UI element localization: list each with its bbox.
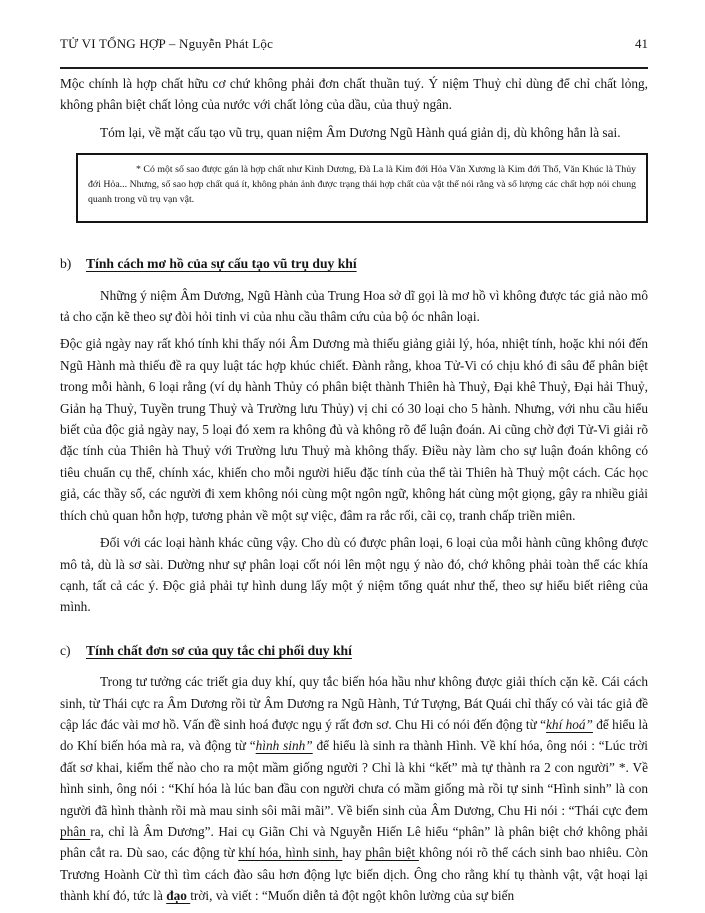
document-body (60, 73, 648, 907)
paragraph (60, 671, 648, 906)
text-run: để hiểu là sinh ra thành Hình. Về khí hóa, ông nói : “Lúc trời đất sơ khai, kiếm thế nào cho ra một mầm giống người ? Chỉ là khi “kết” mà tự thành ra 2 con người” *. Về hình sinh, ông nói : “Khí hóa là lúc ban đầu con người chưa có mầm giống mà rồi tự sinh “Hình sinh” là con người đã hình thành rồi mà mau sinh sôi mãi mãi”. Về biến sinh của Âm Dương, Chu Hi nói : “Thái cực đem (60, 738, 648, 818)
paragraph (60, 73, 648, 116)
section-title: Tính chất đơn sơ của quy tắc chi phối duy khí (86, 642, 352, 658)
text-run: hay (342, 845, 366, 861)
text-run: Đối với các loại hành khác cũng vậy. Cho dù có được phân loại, 6 loại của mỗi hành cũng không được mô tả, dù là sơ sài. Dường như sự phân loại cốt nói lên một ngụ ý nào đó, chớ không phải toàn thể các khía cạnh, tất cả các ý. Độc giả phải tự hình dung lấy một ý niệm tổng quát như thế, theo sự hiểu biết riêng của mình. (60, 535, 648, 615)
text-run: Những ý niệm Âm Dương, Ngũ Hành của Trung Hoa sở dĩ gọi là mơ hồ vì không được tác giả nào mô tả cho cặn kẽ theo sự đòi hỏi tinh vi của nhu cầu thâm cứu của bộ óc nhân loại. (60, 287, 648, 325)
text-run: khí hóa, hình sinh, (238, 845, 343, 861)
text-run: khí hoá” (546, 716, 593, 732)
text-run: phân (60, 823, 91, 839)
text-run: để hiểu là do Khí biến hóa mà ra, và động từ “ (60, 716, 648, 754)
section-title: Tính cách mơ hồ của sự cấu tạo vũ trụ duy khí (86, 256, 357, 272)
text-run: Độc giả ngày nay rất khó tính khi thấy nói Âm Dương mà thiếu giảng giải lý, hóa, nhiệt tính, hoặc khi nói đến Ngũ Hành mà thiếu đề ra quy luật tác hợp khúc chiết. Đành rằng, khoa Tử-Vi có chịu khó đi sâu để phân biệt trong mỗi hành, 6 loại rằng (ví dụ hành Thủy có phân biệt thành Thiên hà Thuỷ, Đại khê Thuỷ, Đại hải Thuỷ, Giản hạ Thuỷ, Tuyền trung Thuỷ và Trường lưu Thủy) vị chi có 30 loại cho 5 hành. Nhưng, với nhu cầu hiểu biết của độc giả ngày nay, 5 loại đó xem ra không đủ và không rõ để luận đoán. Ai cũng chờ đợi Tử-Vi giải rõ đặc tính của Thiên hà Thuỷ với Trường lưu Thuỷ mà không thấy. Điều này làm cho sự luận đoán không có tiêu chuẩn cụ thể, chính xác, khiến cho mỗi người hiểu đặc tính của thể tài Thiên hà Thuỷ một cách. Các học giả, các thầy số, các người đi xem không nói cùng một ngôn ngữ, không hát cùng một giọng, gây ra nhiều giải thích chủ quan hỗn hợp, tương phản về một sự việc, đâm ra rắc rối, cãi cọ, tranh chấp triền miên. (60, 336, 648, 523)
footnote-box (76, 153, 648, 223)
paragraph (60, 122, 648, 143)
text-run: đạo (166, 888, 191, 904)
page-header (60, 36, 648, 69)
running-title: TỬ VI TỔNG HỢP – Nguyễn Phát Lộc (60, 36, 274, 51)
paragraph (60, 333, 648, 526)
section-heading (60, 253, 648, 274)
paragraph (60, 285, 648, 328)
page-number: 41 (635, 36, 648, 51)
text-run: Tóm lại, về mặt cấu tạo vũ trụ, quan niệm Âm Dương Ngũ Hành quá giản dị, dù không hẳn là sai. (100, 124, 621, 140)
text-run: Mộc chính là hợp chất hữu cơ chứ không phải đơn chất thuần tuý. Ý niệm Thuỷ chỉ dùng để chỉ chất lỏng, không phân biệt chất lỏng của nước với chất lỏng của dầu, của thuỷ ngân. (60, 76, 648, 113)
text-run: không nói rõ thể cách sinh bao nhiêu. Còn Trương Hoành Cừ thì tìm cách đào sâu hơn động lực biến dịch. Ông cho rằng khí tụ thành vật, vật hoại lại thành khí đó, tức là (60, 845, 649, 904)
text-run: hình sinh” (255, 738, 313, 754)
paragraph (60, 532, 648, 618)
text-run: phân biệt (365, 845, 419, 861)
text-run: ra, chỉ là Âm Dương”. Hai cụ Giãn Chi và Nguyễn Hiến Lê hiểu “phân” là phân biệt chớ không phải phân cắt ra. Dù sao, các động từ (60, 823, 648, 861)
section-heading (60, 640, 648, 661)
text-run: trời, và viết : “Muốn diễn tả đột ngột khôn lường của sự biến (190, 888, 515, 904)
text-run: Trong tư tưởng các triết gia duy khí, quy tắc biến hóa hầu như không được giải thích cặn kẽ. Cái cách sinh, từ Thái cực ra Âm Dương rồi từ Âm Dương ra Ngũ Hành, Tứ Tượng, Bát Quái chỉ thấy có vài tác giả đề cập lác đác vài mơ hồ. Vấn đề sinh hoá được ngụ ý rất đơn sơ. Chu Hi có nói đến động từ “ (60, 674, 648, 732)
section-marker: b) (60, 256, 72, 272)
text-run: * Có một số sao được gán là hợp chất như Kình Dương, Đà La là Kim đới Hỏa Văn Xương là Kim đới Thổ, Văn Khúc là Thủy đới Hỏa... Nhưng, số sao hợp chất quá ít, không phản ảnh được trạng thái hợp chất của vật thể nói rằng và số lượng các chất hợp nói chung quanh trong vũ trụ vạn vật. (88, 164, 636, 206)
section-marker: c) (60, 642, 71, 658)
